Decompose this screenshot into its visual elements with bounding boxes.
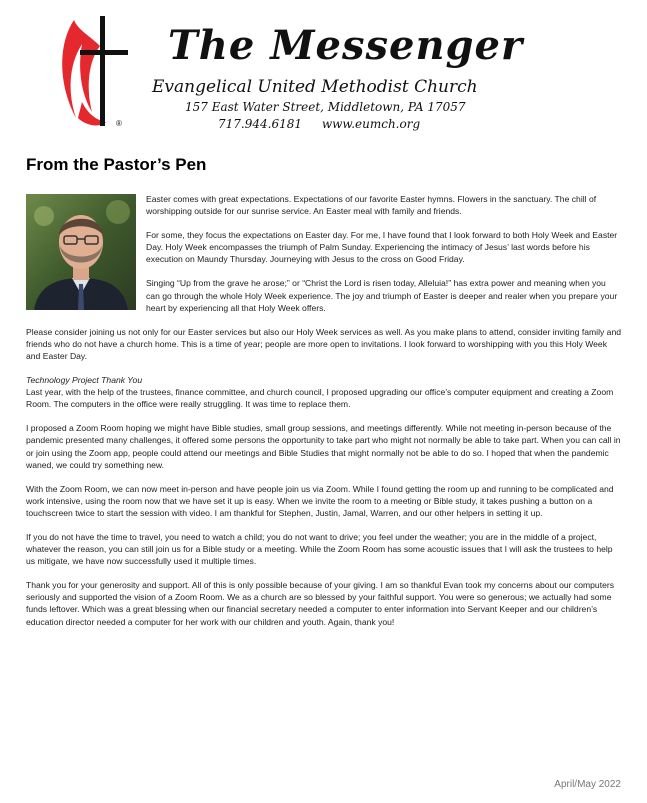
paragraph-invitation: Please consider joining us not only for our Easter services but also our Holy Week services as well. As you make plans to attend, consider inviting family and friends who do not have a church home. This is a time of year; people are more open to invitations. I look forward to worshipping with you this Holy Week and Easter Day. bbox=[26, 326, 622, 361]
phone-number: 717.944.6181 bbox=[218, 117, 302, 131]
contact-line bbox=[218, 117, 436, 131]
paragraph-upgrade: Last year, with the help of the trustees, finance committee, and church council, I proposed upgrading our office’s computer equipment and creating a Zoom Room. The computers in the office were really struggling. It was time to replace them. bbox=[26, 387, 614, 410]
church-address: 157 East Water Street, Middletown, PA 17057 bbox=[185, 100, 466, 114]
paragraph-join-remotely: If you do not have the time to travel, you need to watch a child; you do not want to drive; you feel under the weather; you are in the middle of a project, whatever the reason, you can still join us for a Bible study or a meeting. While the Zoom Room has some acoustic issues that I will ask the trustees to help us mitigate, we have now successfully used it multiple times. bbox=[26, 531, 613, 567]
paragraph-expectations: Easter comes with great expectations. Expectations of our favorite Easter hymns. Flowers in the sanctuary. The chill of worshipping outside for our sunrise service. An Easter meal with family and friends. bbox=[146, 194, 597, 217]
issue-date: April/May 2022 bbox=[554, 779, 621, 790]
paragraph-singing: Singing “Up from the grave he arose;” or “Christ the Lord is risen today, Alleluia!” has extra power and meaning when you can go through the whole Holy Week experience. The joy and triumph of Easter is deeper and realer when you prepare your heart by experiencing all that Holy Week offers. bbox=[146, 278, 618, 313]
paragraph-thank-you: Thank you for your generosity and support. All of this is only possible because of your giving. I am so thankful Evan took my concerns about our computers seriously and supported the vision of a Zoom Room. We as a church are so blessed by your faithful support. You were so generous; we actually had some funds leftover. Which was a great blessing when our financial secretary needed a computer to enter information into Servant Keeper and our children’s education director needed a computer for her work with our children and youth. Again, thank you! bbox=[26, 580, 615, 627]
article-heading: From the Pastor’s Pen bbox=[26, 155, 207, 174]
cross-and-flame-icon bbox=[56, 14, 136, 136]
paragraph-holy-week: For some, they focus the expectations on Easter day. For me, I have found that I look forward to both Holy Week and Easter Day. Holy Week encompasses the triumph of Palm Sunday. Experiencing the intimacy of Jesus’ last words before his execution on Maundy Thursday. Journeying with Jesus to the cross on Good Friday. bbox=[146, 230, 618, 265]
website-link[interactable]: www.eumch.org bbox=[321, 117, 421, 131]
subheading-technology: Technology Project Thank You bbox=[26, 375, 143, 386]
church-name: Evangelical United Methodist Church bbox=[152, 77, 478, 97]
paragraph-zoom-room: I proposed a Zoom Room hoping we might have Bible studies, small group sessions, and meetings differently. While not meeting in-person because of the pandemic presented many challenges, it offered some persons the opportunity to take part who might not normally be able to take part. When you can call in or join using the Zoom app, people could attend our meetings and Bible Studies that might normally not be able to do so. I hoped that when the pandemic waned, we could try something new. bbox=[26, 423, 621, 470]
paragraph-meet-in-person: With the Zoom Room, we can now meet in-person and have people join us via Zoom. While I found getting the room up and running to be complicated and work intensive, using the room now that we have set it up is easy. When we invite the room to a meeting or Bible study, it takes pushing a button on a touchscreen twice to start the session with video. I am thankful for Stephen, Justin, Jamal, Warren, and our other helpers in setting it up. bbox=[26, 483, 614, 518]
registered-mark: ® bbox=[116, 119, 122, 128]
article-body bbox=[26, 193, 622, 640]
masthead bbox=[0, 0, 647, 145]
newsletter-title: The Messenger bbox=[168, 22, 524, 69]
